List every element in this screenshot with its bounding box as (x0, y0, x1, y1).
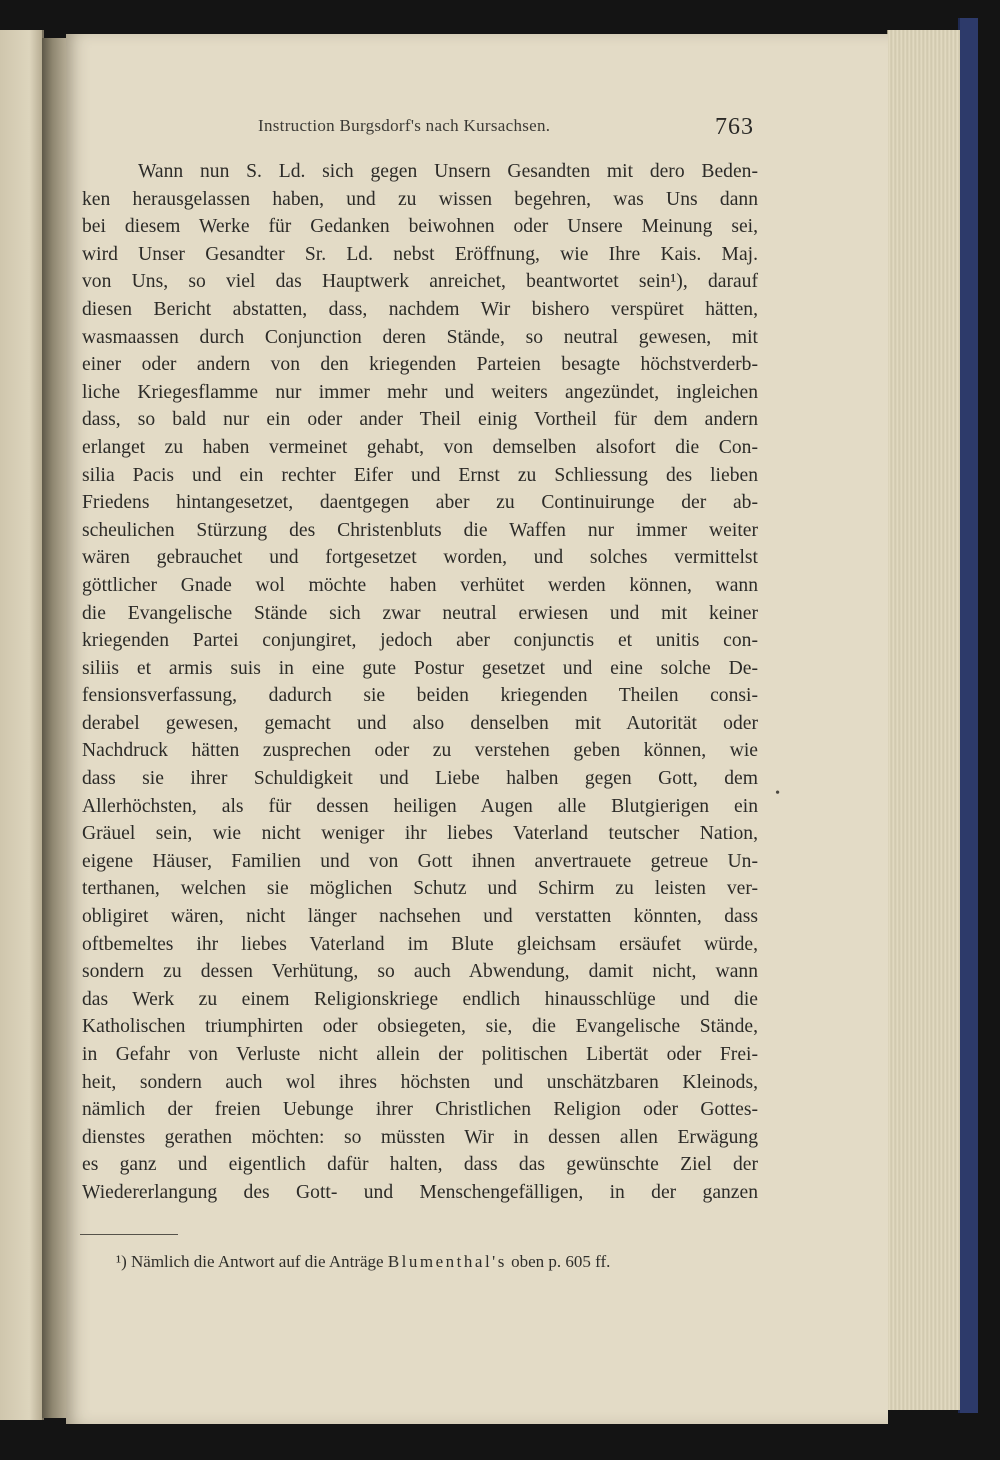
text-line: diesen Bericht abstatten, dass, nachdem Wir bishero verspüret hätten, (82, 298, 758, 320)
text-line: nämlich der freien Uebunge ihrer Christlichen Religion oder Gottes- (82, 1099, 758, 1121)
footnote-marker: ¹) (116, 1252, 127, 1271)
running-head: Instruction Burgsdorf's nach Kursachsen. (258, 116, 551, 135)
text-line: das Werk zu einem Religionskriege endlich hinausschlüge und die (82, 988, 758, 1010)
text-line: heit, sondern auch wol ihres höchsten und unschätzbaren Kleinods, (82, 1071, 758, 1093)
text-line: dienstes gerathen möchten: so müssten Wir in dessen allen Erwägung (82, 1126, 758, 1148)
footnote-rule (80, 1234, 178, 1235)
text-line: silia Pacis und ein rechter Eifer und Ernst zu Schliessung des lieben (82, 464, 758, 486)
margin-mark: • (775, 786, 780, 801)
facing-page-edge (0, 30, 44, 1420)
text-line: wasmaassen durch Conjunction deren Stände, so neutral gewesen, mit (82, 326, 758, 348)
book-gutter (42, 38, 68, 1418)
text-line: liche Kriegesflamme nur immer mehr und weiters angezündet, ingleichen (82, 381, 758, 403)
text-line: Wiedererlangung des Gott- und Menschengefälligen, in der ganzen (82, 1181, 758, 1203)
text-line: Nachdruck hätten zusprechen oder zu verstehen geben können, wie (82, 740, 758, 762)
text-line: dass sie ihrer Schuldigkeit und Liebe halben gegen Gott, dem (82, 768, 758, 790)
page-number: 763 (715, 114, 754, 140)
text-line: Katholischen triumphirten oder obsiegeten, sie, die Evangelische Stände, (82, 1016, 758, 1038)
text-line: oftbemeltes ihr liebes Vaterland im Blute gleichsam ersäufet würde, (82, 933, 758, 955)
text-line: Allerhöchsten, als für dessen heiligen Augen alle Blutgierigen ein (82, 795, 758, 817)
text-line: siliis et armis suis in eine gute Postur gesetzet und eine solche De- (82, 657, 758, 679)
footnote-text: Nämlich die Antwort auf die Anträge (131, 1252, 384, 1271)
footnote-reference: oben p. 605 ff. (511, 1252, 611, 1271)
text-line: Wann nun S. Ld. sich gegen Unsern Gesandten mit dero Beden- (138, 161, 758, 182)
book-page (66, 34, 888, 1424)
footnote (116, 1252, 610, 1272)
text-line: göttlicher Gnade wol möchte haben verhütet werden können, wann (82, 574, 758, 596)
text-line: es ganz und eigentlich dafür halten, dass das gewünschte Ziel der (82, 1154, 758, 1176)
text-line: von Uns, so viel das Hauptwerk anreichet, beantwortet sein¹), darauf (82, 271, 758, 293)
text-line: die Evangelische Stände sich zwar neutral erwiesen und mit keiner (82, 602, 758, 624)
text-line: terthanen, welchen sie möglichen Schutz und Schirm zu leisten ver- (82, 878, 758, 900)
text-line: in Gefahr von Verluste nicht allein der politischen Libertät oder Frei- (82, 1044, 758, 1065)
text-line: erlanget zu haben vermeinet gehabt, von demselben alsofort die Con- (82, 436, 758, 458)
text-line: bei diesem Werke für Gedanken beiwohnen oder Unsere Meinung sei, (82, 216, 758, 238)
text-line: derabel gewesen, gemacht und also denselben mit Autorität oder (82, 712, 758, 734)
book-cover-edge (958, 18, 978, 1413)
text-line: ken herausgelassen haben, und zu wissen begehren, was Uns dann (82, 188, 758, 210)
text-line: wird Unser Gesandter Sr. Ld. nebst Eröffnung, wie Ihre Kais. Maj. (82, 243, 758, 265)
text-line: sondern zu dessen Verhütung, so auch Abwendung, damit nicht, wann (82, 961, 758, 983)
text-line: einer oder andern von den kriegenden Parteien besagte höchstverderb- (82, 354, 758, 376)
text-line: kriegenden Partei conjungiret, jedoch aber conjunctis et unitis con- (82, 630, 758, 652)
text-line: eigene Häuser, Familien und von Gott ihnen anvertrauete getreue Un- (82, 850, 758, 872)
text-line: wären gebrauchet und fortgesetzet worden, und solches vermittelst (82, 547, 758, 569)
text-line: fensionsverfassung, dadurch sie beiden kriegenden Theilen consi- (82, 685, 758, 707)
text-line: Friedens hintangesetzet, daentgegen aber zu Continuirunge der ab- (82, 492, 758, 514)
body-text (82, 158, 758, 1207)
page-stack-edge (887, 30, 960, 1410)
text-line: scheulichen Stürzung des Christenbluts die Waffen nur immer weiter (82, 519, 758, 541)
footnote-name: Blumenthal's (387, 1252, 507, 1271)
text-line: Gräuel sein, wie nicht weniger ihr liebes Vaterland teutscher Nation, (82, 823, 758, 845)
text-line: dass, so bald nur ein oder ander Theil einig Vortheil für dem andern (82, 409, 758, 431)
text-line: obligiret wären, nicht länger nachsehen und verstatten könnten, dass (82, 906, 758, 928)
